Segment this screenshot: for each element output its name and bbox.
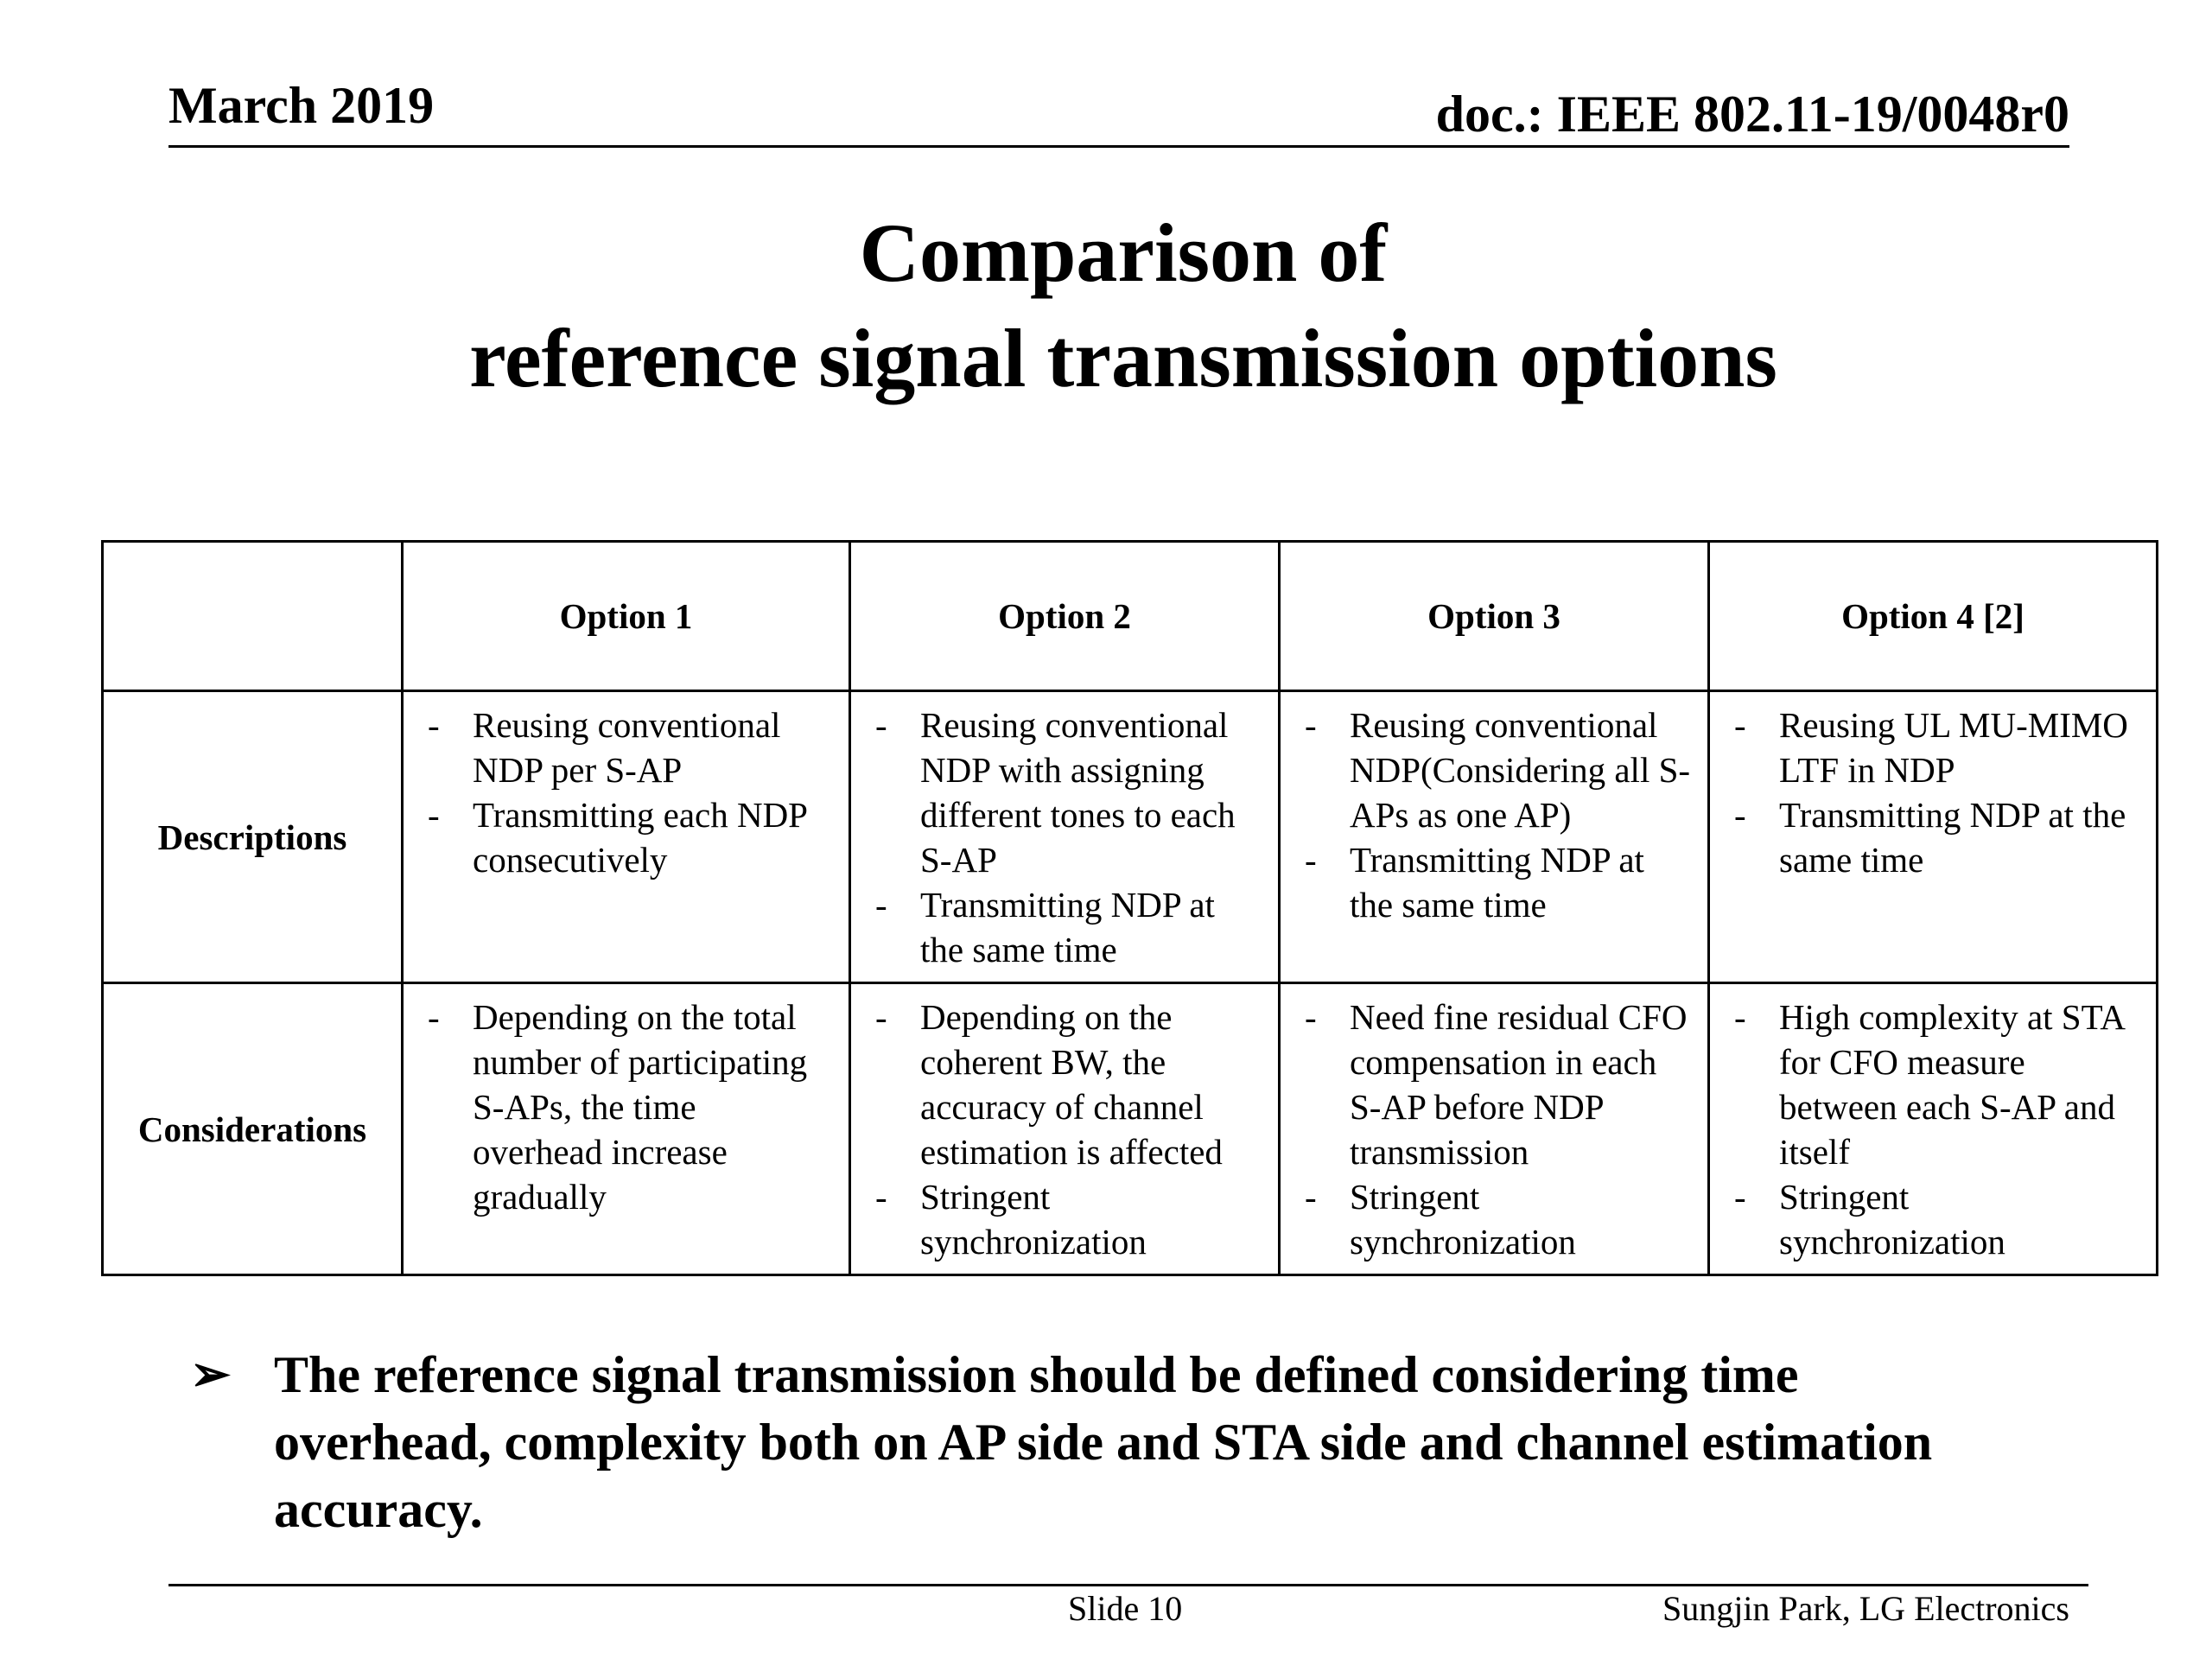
cell-descriptions-option-4 (1709, 691, 2158, 983)
cell-descriptions-option-1 (403, 691, 850, 983)
conclusion-text: The reference signal transmission should be defined considering time overhead, complexity both on AP side and STA side and channel estimation accuracy. (274, 1346, 1933, 1538)
table-header-option-2: Option 2 (850, 542, 1280, 691)
list-item: - Depending on the total number of participating S-APs, the time overhead increase gradually (428, 995, 833, 1219)
list-item: - Transmitting NDP at the same time (1734, 792, 2140, 882)
dash-list (875, 702, 1262, 972)
list-item: - Depending on the coherent BW, the accuracy of channel estimation is affected (875, 995, 1262, 1174)
cell-descriptions-option-3 (1280, 691, 1709, 983)
cell-considerations-option-4 (1709, 983, 2158, 1275)
footer-author: Sungjin Park, LG Electronics (1662, 1589, 2069, 1628)
dash-list (428, 995, 833, 1219)
comparison-table-container (101, 540, 2156, 1276)
dash-list (1734, 995, 2140, 1264)
cell-considerations-option-3 (1280, 983, 1709, 1275)
dash-list (1305, 702, 1692, 927)
cell-considerations-option-1 (403, 983, 850, 1275)
row-label-considerations: Considerations (103, 983, 403, 1275)
cell-descriptions-option-2 (850, 691, 1280, 983)
table-header-option-4: Option 4 [2] (1709, 542, 2158, 691)
table-row-descriptions (103, 691, 2158, 983)
row-label-descriptions: Descriptions (103, 691, 403, 983)
arrow-bullet-icon: ➢ (190, 1348, 231, 1402)
slide-title-line-1: Comparison of (859, 207, 1388, 299)
list-item: - Reusing conventional NDP per S-AP (428, 702, 833, 792)
slide-title-line-2: reference signal transmission options (469, 312, 1777, 404)
list-item: - Stringent synchronization (875, 1174, 1262, 1264)
table-header-option-3: Option 3 (1280, 542, 1709, 691)
slide-title (0, 200, 2212, 411)
header-divider (168, 145, 2069, 148)
list-item: - Reusing conventional NDP(Considering all S-APs as one AP) (1305, 702, 1692, 837)
table-header-option-1: Option 1 (403, 542, 850, 691)
conclusion-bullet (190, 1341, 2005, 1543)
document-id: doc.: IEEE 802.11-19/0048r0 (1435, 86, 2069, 143)
header-date: March 2019 (168, 77, 435, 134)
list-item: - Transmitting NDP at the same time (875, 882, 1262, 972)
list-item: - Stringent synchronization (1305, 1174, 1692, 1264)
table-row-considerations (103, 983, 2158, 1275)
list-item: - Reusing conventional NDP with assigning different tones to each S-AP (875, 702, 1262, 882)
list-item: - High complexity at STA for CFO measure between each S-AP and itself (1734, 995, 2140, 1174)
dash-list (1305, 995, 1692, 1264)
footer-divider (168, 1584, 2088, 1586)
list-item: - Reusing UL MU-MIMO LTF in NDP (1734, 702, 2140, 792)
slide-number: Slide 10 (1068, 1589, 1183, 1628)
table-header-cell-empty (103, 542, 403, 691)
comparison-table (101, 540, 2158, 1276)
list-item: - Need fine residual CFO compensation in each S-AP before NDP transmission (1305, 995, 1692, 1174)
cell-considerations-option-2 (850, 983, 1280, 1275)
list-item: - Transmitting each NDP consecutively (428, 792, 833, 882)
list-item: - Transmitting NDP at the same time (1305, 837, 1692, 927)
list-item: - Stringent synchronization (1734, 1174, 2140, 1264)
table-header-row (103, 542, 2158, 691)
dash-list (1734, 702, 2140, 882)
dash-list (875, 995, 1262, 1264)
dash-list (428, 702, 833, 882)
